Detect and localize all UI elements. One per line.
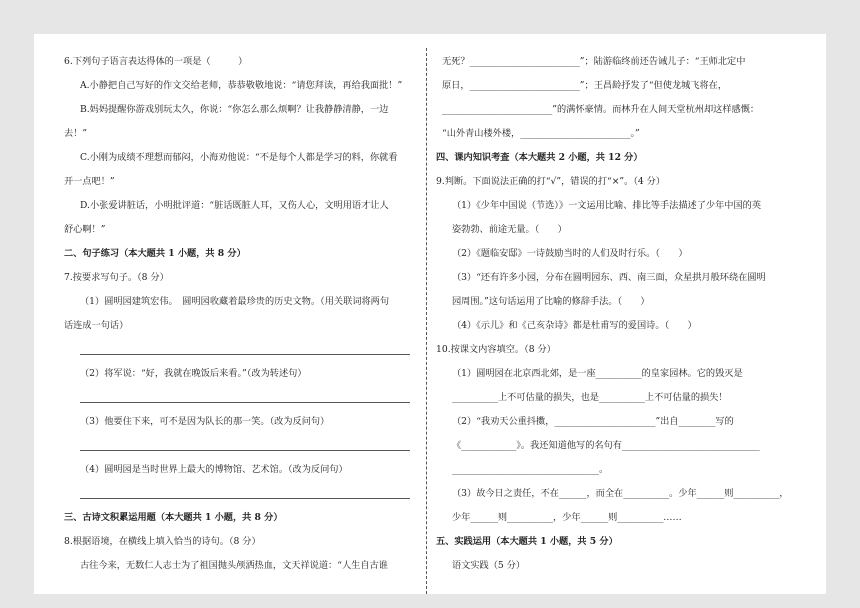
q10-part-3: （3）故今日之责任，不在______，而全在__________。少年______则__________， — [452, 488, 789, 499]
q8-text-line-2: 无死？________________________”；陆游临终前还告诫儿子：“王师北定中 — [442, 56, 746, 67]
q9-item-1: （1）《少年中国说（节选）》一文运用比喻、排比等手法描述了少年中国的英 — [452, 200, 762, 211]
q7-answer-line-2[interactable] — [64, 386, 418, 410]
q10-part-2-cont: 《____________》。我还知道他写的名句有______________________________ — [452, 440, 760, 451]
q9-item-1-cont: 姿勃勃、前途无量。（ ） — [452, 224, 567, 235]
q8-text-line-5: “山外青山楼外楼，________________________。” — [442, 128, 640, 139]
section-5-heading: 五、实践运用（本大题共 1 小题，共 5 分） — [436, 536, 618, 547]
section-4-heading: 四、课内知识考查（本大题共 2 小题，共 12 分） — [436, 152, 643, 163]
column-divider — [426, 48, 427, 594]
q10-part-1-cont: __________上不可估量的损失，也是__________上不可估量的损失！ — [452, 392, 728, 403]
q7-part-4: （4）圆明园是当时世界上最大的博物馆、艺术馆。（改为反问句） — [80, 464, 348, 475]
q9-item-3-cont: 园周围。”这句话运用了比喻的修辞手法。（ ） — [452, 296, 650, 307]
q7-answer-line-4[interactable] — [64, 482, 418, 506]
q10-part-1: （1）圆明园在北京西北郊，是一座__________的皇家园林。它的毁灭是 — [452, 368, 743, 379]
section-3-heading: 三、古诗文积累运用题（本大题共 1 小题，共 8 分） — [64, 512, 283, 523]
right-column — [436, 50, 798, 578]
q6-option-c-cont: 开一点吧！” — [64, 176, 115, 187]
left-column — [64, 50, 418, 578]
q6-option-b: B.妈妈提醒你游戏别玩太久，你说：“你怎么那么烦啊？让我静静清静，一边 — [80, 104, 389, 115]
section-2-heading: 二、句子练习（本大题共 1 小题，共 8 分） — [64, 248, 246, 259]
q7-part-1: （1）圆明园建筑宏伟。 圆明园收藏着最珍贵的历史文物。（用关联词将两句 — [80, 296, 390, 307]
q9-item-4: （4）《示儿》和《己亥杂诗》都是杜甫写的爱国诗。（ ） — [452, 320, 697, 331]
q6-option-d-cont: 舒心啊！” — [64, 224, 106, 235]
q10-part-2: （2）“我劝天公重抖擞，______________________”出自________写的 — [452, 416, 734, 427]
q6-option-c: C.小刚为成绩不理想而郁闷，小海劝他说：“不是每个人都是学习的料，你就看 — [80, 152, 398, 163]
q6-option-b-cont: 去！” — [64, 128, 88, 139]
q7-part-2: （2）将军说：“好，我就在晚饭后来看。”（改为转述句） — [80, 368, 307, 379]
q7-part-3: （3）他要住下来，可不是因为队长的那一笑。（改为反问句） — [80, 416, 330, 427]
q9-item-2: （2）《题临安邸》一诗鼓励当时的人们及时行乐。（ ） — [452, 248, 688, 259]
q8-stem: 8.根据语境，在横线上填入恰当的诗句。（8 分） — [64, 536, 261, 547]
q9-item-3: （3）“还有许多小园，分布在圆明园东、西、南三面，众星拱月般环绕在圆明 — [452, 272, 766, 283]
q10-part-3-cont: 少年______则__________，少年______则__________…… — [452, 512, 682, 523]
q8-text-line-3: 原日，________________________”；王昌龄抒发了“但使龙城飞将在， — [442, 80, 728, 91]
q6-option-a: A.小静把自己写好的作文交给老师，恭恭敬敬地说：“请您拜读，再给我面批！” — [80, 80, 403, 91]
q10-stem: 10.按课文内容填空。（8 分） — [436, 344, 556, 355]
practice-label: 语文实践（5 分） — [452, 560, 526, 571]
q7-stem: 7.按要求写句子。（8 分） — [64, 272, 169, 283]
q7-answer-line-3[interactable] — [64, 434, 418, 458]
q6-stem: 6.下列句子语言表达得体的一项是（ ） — [64, 56, 248, 67]
q6-option-d: D.小张爱讲脏话，小明批评道：“脏话既脏人耳，又伤人心，文明用语才让人 — [80, 200, 389, 211]
q8-text-line-4: ________________________”的满怀豪情。而林升在人间天堂杭州却这样感慨： — [442, 104, 760, 115]
q9-stem: 9.判断。下面说法正确的打“√”，错误的打“×”。（4 分） — [436, 176, 666, 187]
q7-part-1-cont: 话连成一句话） — [64, 320, 129, 331]
q10-part-2-cont-2: ________________________________。 — [452, 464, 609, 475]
q7-answer-line-1[interactable] — [64, 338, 418, 362]
q8-text-line-1: 古往今来，无数仁人志士为了祖国抛头颅洒热血，文天祥说道：“人生自古谁 — [80, 560, 388, 571]
